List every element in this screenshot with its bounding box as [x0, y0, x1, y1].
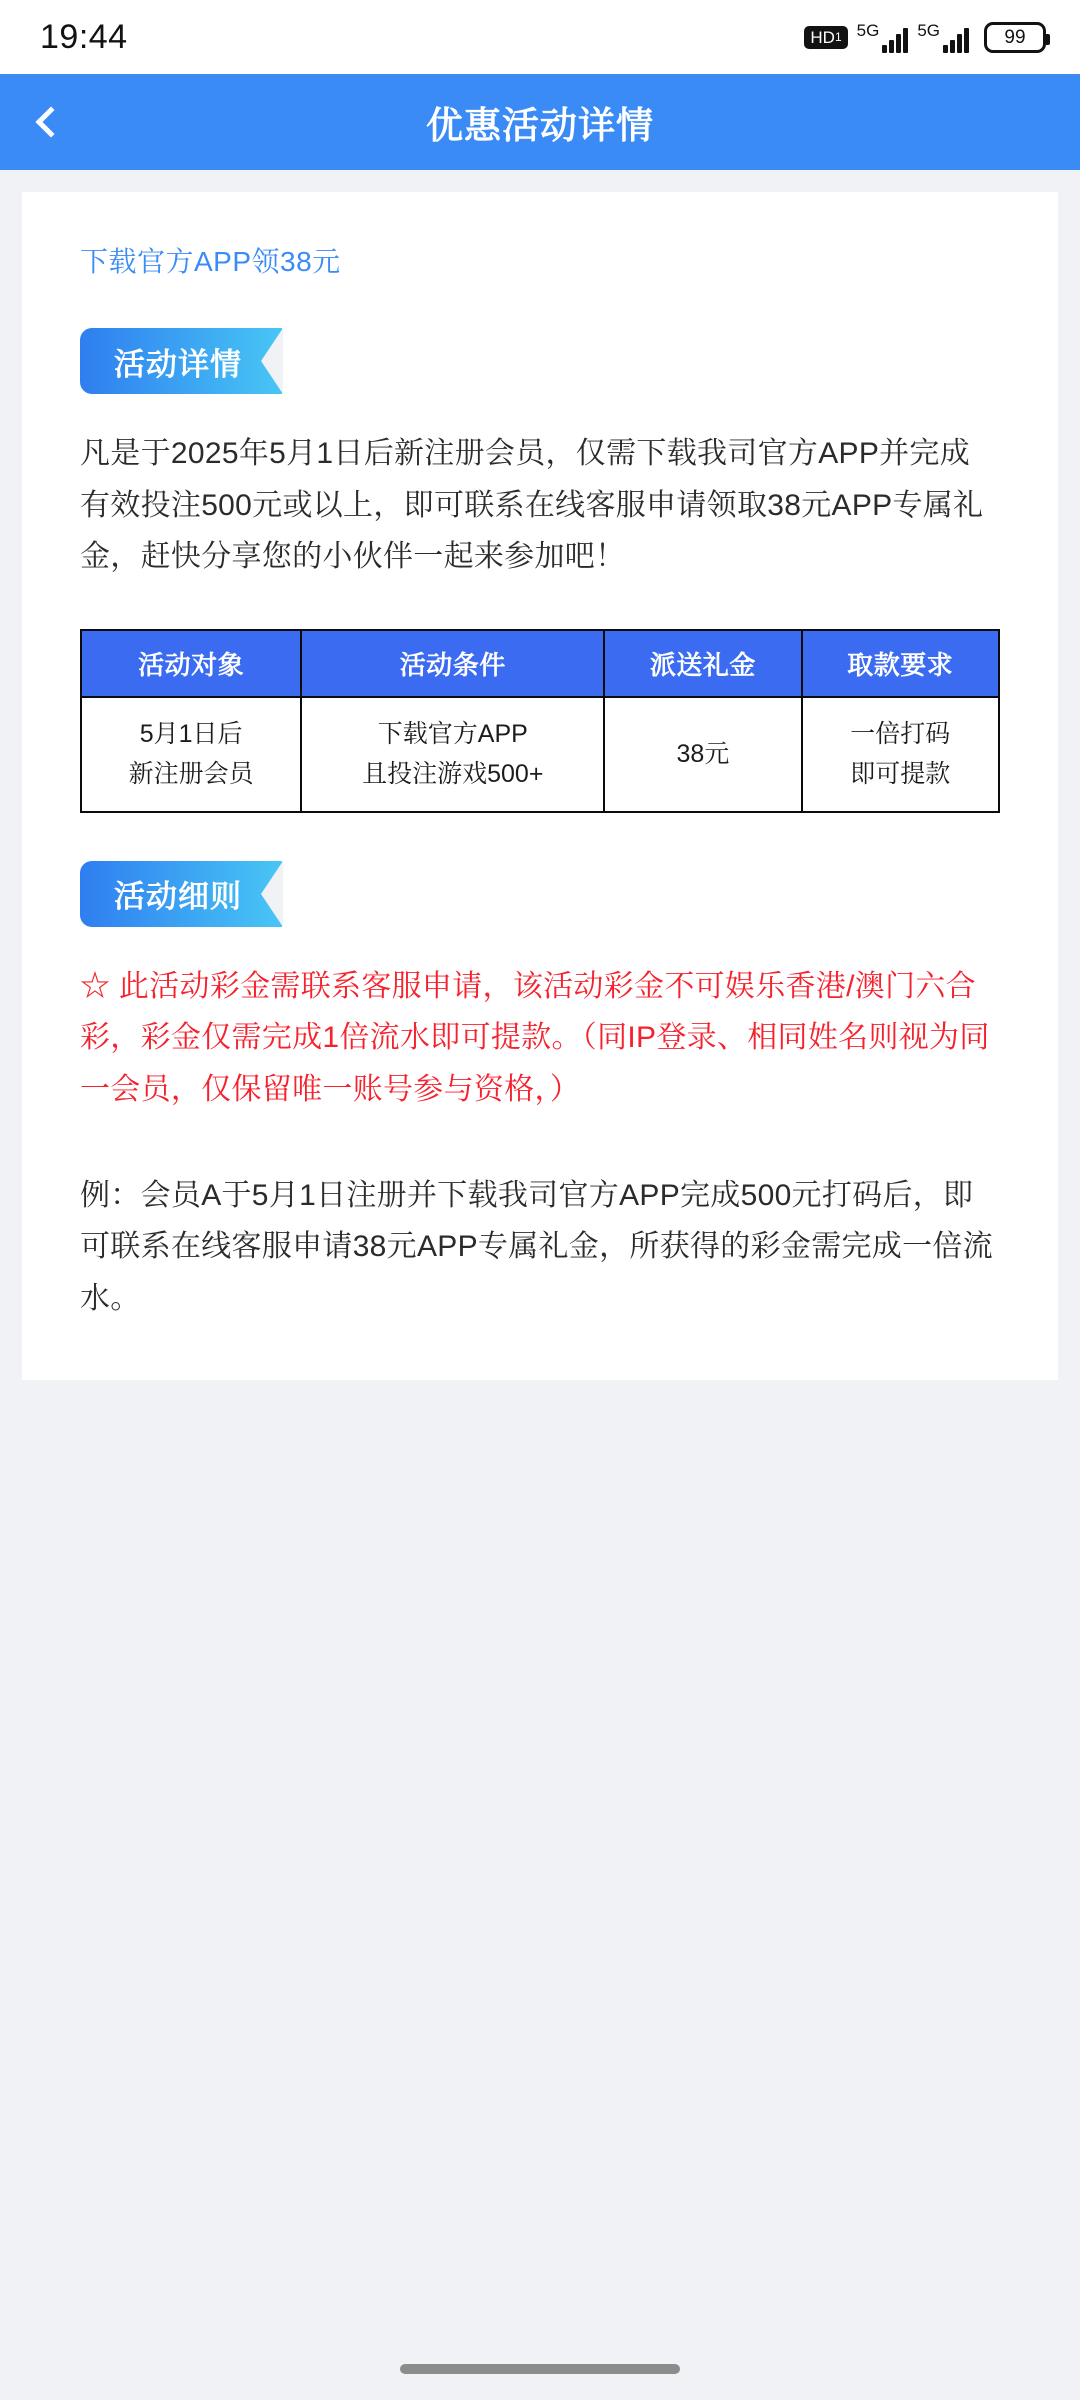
table-cell: 下载官方APP 且投注游戏500+ — [301, 697, 604, 812]
table-cell: 一倍打码 即可提款 — [802, 697, 999, 812]
hd-voice-icon — [804, 26, 847, 49]
promo-title: 下载官方APP领38元 — [80, 246, 341, 277]
battery-level: 99 — [1004, 26, 1026, 48]
promo-table — [80, 629, 1000, 813]
hd-label: HD — [810, 27, 835, 47]
signal-icon-1 — [857, 22, 909, 53]
status-bar — [0, 0, 1080, 74]
chevron-left-icon — [35, 106, 66, 137]
hd-sub: 1 — [834, 30, 842, 44]
battery-icon — [984, 22, 1046, 53]
table-header-cell: 活动对象 — [81, 630, 301, 697]
page-body — [0, 170, 1080, 2400]
status-time: 19:44 — [40, 17, 128, 56]
signal-bars-2 — [943, 27, 969, 53]
status-icons — [804, 22, 1046, 53]
table-row — [81, 697, 999, 812]
section-rules-label: 活动细则 — [114, 879, 242, 915]
section-header-detail — [80, 328, 282, 394]
back-button[interactable] — [0, 74, 96, 170]
section-detail-label: 活动详情 — [114, 346, 242, 382]
table-cell: 38元 — [604, 697, 801, 812]
section-header-rules — [80, 861, 282, 927]
example-text: 例：会员A于5月1日注册并下载我司官方APP完成500元打码后，即可联系在线客服申请38元APP专属礼金，所获得的彩金需完成一倍流水。 — [80, 1178, 993, 1315]
network-label-2: 5G — [917, 20, 940, 40]
table-header-cell: 取款要求 — [802, 630, 999, 697]
table-header-cell: 派送礼金 — [604, 630, 801, 697]
signal-bars-1 — [882, 27, 908, 53]
detail-text: 凡是于2025年5月1日后新注册会员，仅需下载我司官方APP并完成有效投注500元或以上，即可联系在线客服申请领取38元APP专属礼金，赶快分享您的小伙伴一起来参加吧！ — [80, 437, 984, 574]
home-indicator[interactable] — [400, 2364, 680, 2374]
rules-text: ☆ 此活动彩金需联系客服申请，该活动彩金不可娱乐香港/澳门六合彩，彩金仅需完成1倍流水即可提款。（同IP登录、相同姓名则视为同一会员，仅保留唯一账号参与资格，） — [80, 969, 990, 1106]
network-label-1: 5G — [856, 20, 880, 40]
signal-icon-2 — [917, 22, 969, 53]
promo-card — [22, 192, 1058, 1380]
table-header-row — [81, 630, 999, 697]
page-title: 优惠活动详情 — [426, 105, 654, 146]
table-cell: 5月1日后 新注册会员 — [81, 697, 301, 812]
table-header-cell: 活动条件 — [301, 630, 604, 697]
app-bar — [0, 74, 1080, 170]
